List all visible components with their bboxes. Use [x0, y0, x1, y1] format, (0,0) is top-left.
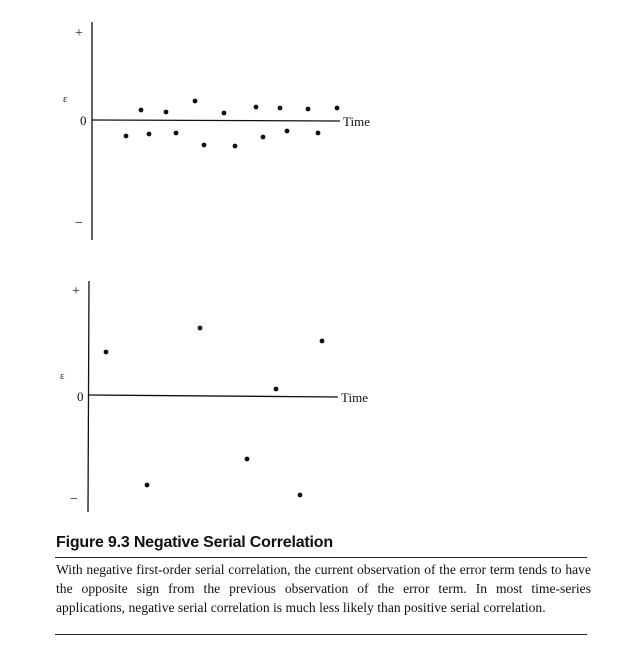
top-data-points [124, 99, 340, 149]
data-point [147, 132, 152, 137]
data-point [254, 105, 259, 110]
data-point [233, 144, 238, 149]
data-point [285, 129, 290, 134]
bottom-minus-label: − [70, 492, 78, 507]
top-epsilon-label: ε [63, 93, 68, 105]
data-point [245, 457, 250, 462]
bottom-x-axis [89, 395, 338, 397]
data-point [193, 99, 198, 104]
bottom-data-points [104, 326, 325, 498]
data-point [274, 387, 279, 392]
data-point [104, 350, 109, 355]
data-point [278, 106, 283, 111]
top-zero-label: 0 [80, 113, 87, 128]
data-point [139, 108, 144, 113]
data-point [306, 107, 311, 112]
data-point [335, 106, 340, 111]
top-x-axis [92, 120, 340, 121]
figure-title: Figure 9.3 Negative Serial Correlation [56, 534, 333, 551]
bottom-time-label: Time [341, 390, 368, 405]
data-point [316, 131, 321, 136]
data-point [320, 339, 325, 344]
bottom-epsilon-label: ε [60, 370, 65, 382]
bottom-zero-label: 0 [77, 389, 84, 404]
top-minus-label: − [75, 216, 83, 231]
caption-bottom-rule [55, 634, 587, 635]
data-point [222, 111, 227, 116]
top-time-label: Time [343, 114, 370, 129]
data-point [124, 134, 129, 139]
bottom-y-axis [88, 281, 89, 512]
data-point [202, 143, 207, 148]
data-point [298, 493, 303, 498]
bottom-panel [60, 281, 368, 512]
bottom-plus-label: + [72, 284, 80, 299]
data-point [198, 326, 203, 331]
top-panel [63, 22, 370, 240]
top-plus-label: + [75, 26, 83, 41]
data-point [145, 483, 150, 488]
data-point [164, 110, 169, 115]
data-point [261, 135, 266, 140]
title-rule [55, 557, 587, 558]
figure-caption: With negative first-order serial correlation, the current observation of the error term tends to have the opposite sign from the previous observation of the error term. In most time-series applications, negative serial correlation is much less likely than positive serial correlation. [56, 562, 591, 615]
data-point [174, 131, 179, 136]
